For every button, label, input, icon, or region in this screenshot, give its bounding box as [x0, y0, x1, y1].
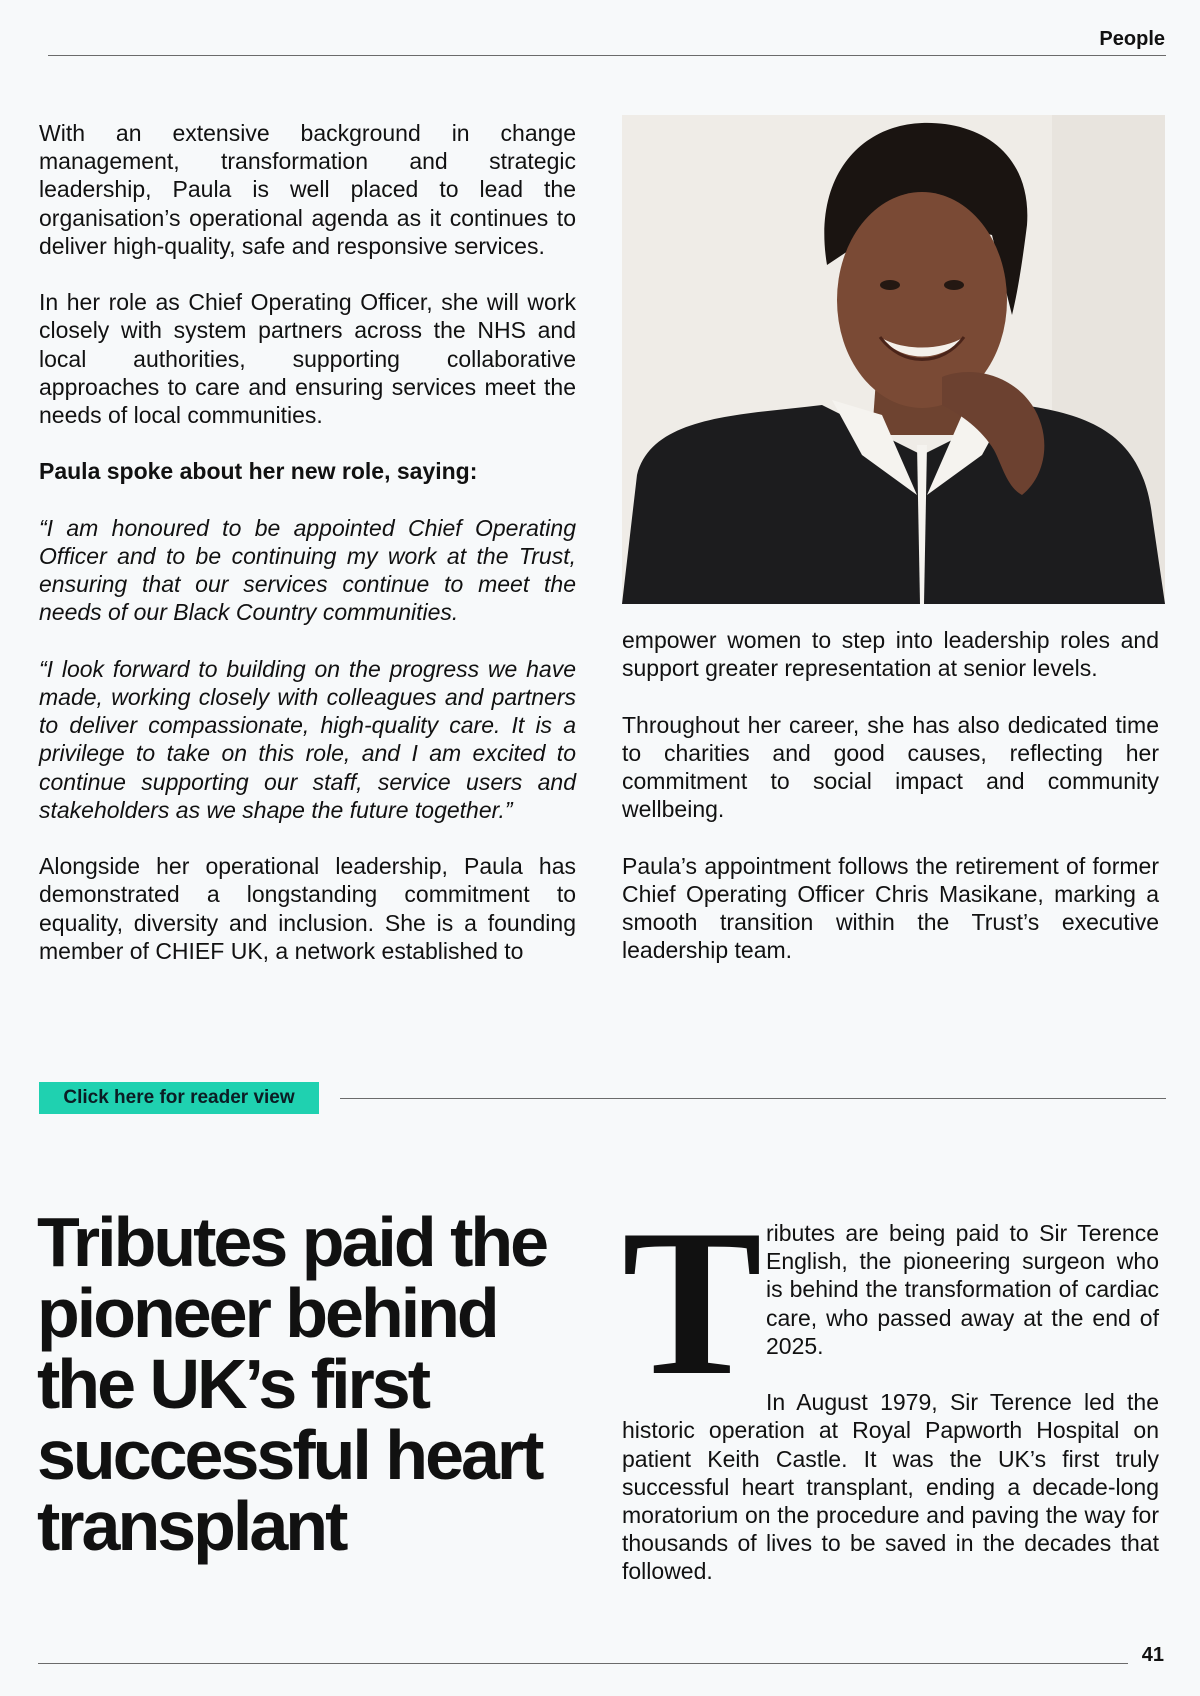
- body-paragraph: empower women to step into leadership roles and support greater representation at senior levels.: [622, 627, 1159, 682]
- quote-paragraph: “I am honoured to be appointed Chief Operating Officer and to be continuing my work at the Trust, ensuring that our services continue to meet the needs of our Black Country communities.: [39, 514, 576, 626]
- portrait-illustration: [622, 115, 1165, 604]
- quote-paragraph: “I look forward to building on the progress we have made, working closely with colleagues and partners to deliver compassionate, high-quality care. It is a privilege to take on this role, and I am excited to continue supporting our staff, service users and stakeholders as we shape the future together.”: [39, 655, 576, 823]
- body-paragraph: In her role as Chief Operating Officer, she will work closely with system partners across the NHS and local authorities, supporting collaborative approaches to care and ensuring services meet the needs of local communities.: [39, 289, 576, 429]
- page-number: 41: [1141, 1644, 1164, 1666]
- article-headline: Tributes paid the pioneer behind the UK’s first successful heart transplant: [37, 1203, 547, 1565]
- body-paragraph: ributes are being paid to Sir Terence English, the pioneering surgeon who is behind the transformation of cardiac care, who passed away at the end of 2025.: [766, 1220, 1159, 1359]
- body-paragraph: Throughout her career, she has also dedicated time to charities and good causes, reflecting her commitment to social impact and community wellbeing.: [622, 711, 1159, 823]
- body-paragraph: In August 1979, Sir Terence led the historic operation at Royal Papworth Hospital on patient Keith Castle. It was the UK’s first truly successful heart transplant, ending a decade-long moratorium on the procedure and paving the way for thousands of lives to be saved in the decades that followed.: [622, 1389, 1159, 1585]
- portrait-photo: [622, 115, 1165, 604]
- body-paragraph: Paula’s appointment follows the retirement of former Chief Operating Officer Chris Masikane, marking a smooth transition within the Trust’s executive leadership team.: [622, 852, 1159, 964]
- article-right-column: [622, 626, 1159, 993]
- drop-cap: T: [622, 1187, 763, 1419]
- article-two-body: [622, 1187, 1159, 1614]
- reader-view-button[interactable]: Click here for reader view: [39, 1082, 319, 1114]
- header-divider: [48, 55, 1166, 56]
- section-label: People: [1099, 28, 1165, 50]
- body-paragraph: Alongside her operational leadership, Paula has demonstrated a longstanding commitment to equality, diversity and inclusion. She is a founding member of CHIEF UK, a network established to: [39, 853, 576, 964]
- section-divider: [340, 1098, 1166, 1099]
- footer-divider: [38, 1663, 1128, 1664]
- body-paragraph: With an extensive background in change management, transformation and strategic leadership, Paula is well placed to lead the organisation’s operational agenda as it continues to deliver high-quality, safe and responsive services.: [39, 120, 576, 259]
- quote-lead-in: Paula spoke about her new role, saying:: [39, 458, 478, 485]
- article-left-column: [39, 119, 576, 993]
